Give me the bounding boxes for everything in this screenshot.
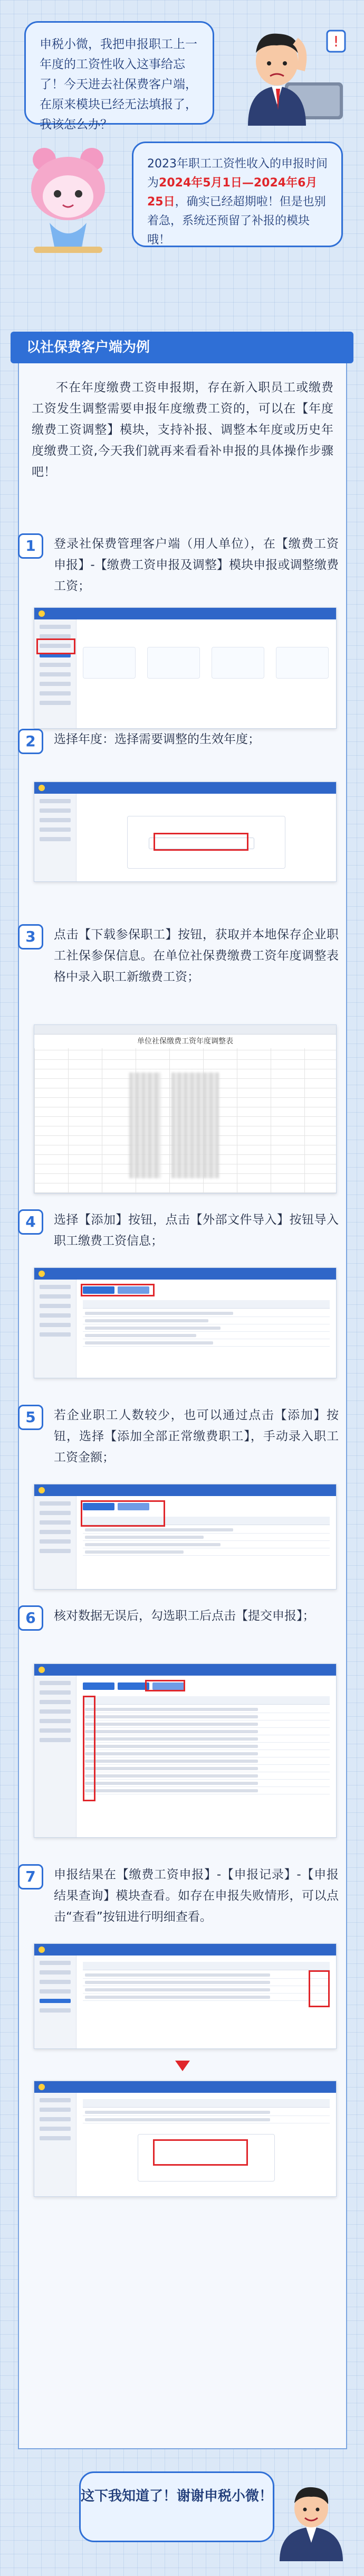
- answer-date: 2024年5月1日—2024年6月25日: [147, 176, 318, 209]
- step-7-text: 申报结果在【缴费工资申报】-【申报记录】-【申报结果查询】模块查看。如存在申报失败情形，可以点击“查看”按钮进行明细查看。: [54, 1868, 339, 1924]
- man-avatar: [227, 20, 348, 126]
- banner-title: 以社保费客户端为例: [26, 340, 150, 355]
- step-2-text: 选择年度：选择需要调整的生效年度；: [54, 732, 260, 746]
- ending-bubble: [79, 2471, 274, 2542]
- app-sidebar: [34, 619, 76, 728]
- step-3-spreadsheet: [34, 1024, 337, 1193]
- app-titlebar: [34, 2081, 336, 2093]
- step-6: [18, 1605, 347, 1848]
- app-titlebar: [34, 1484, 336, 1496]
- step-7-screenshot-detail: [34, 2081, 337, 2197]
- app-main: [83, 626, 330, 723]
- highlight-checkbox-column: [83, 1696, 95, 1801]
- question-text: 申税小微，我把申报职工上一年度的工资性收入这事给忘了！今天进去社保费客户端，在原来模块已经无法填报了，我该怎么办？: [40, 37, 197, 131]
- app-titlebar: [34, 1664, 336, 1676]
- app-sidebar: [34, 794, 76, 881]
- answer-suffix: ，确实已经超期啦！但是也别着急，系统还预留了补报的模块哦！: [147, 195, 326, 247]
- app-titlebar: [34, 782, 336, 794]
- step-1-number: 1: [18, 533, 43, 559]
- man-avatar-small: [274, 2477, 348, 2561]
- step-1: [18, 533, 347, 734]
- app-main: [83, 1286, 330, 1372]
- step-6-text: 核对数据无误后，勾选职工后点击【提交申报】；: [54, 1609, 315, 1623]
- step-2: [18, 729, 347, 903]
- highlight-submit-button: [145, 1680, 185, 1691]
- step-6-screenshot: [34, 1663, 337, 1838]
- app-main: [83, 1682, 330, 1832]
- step-3: [18, 924, 347, 1204]
- highlight-detail-dialog: [153, 2139, 248, 2166]
- highlight-add-all: [81, 1500, 165, 1527]
- step-1-screenshot: [34, 607, 337, 729]
- app-sidebar: [34, 1955, 76, 2048]
- answer-bubble: [132, 142, 343, 247]
- step-7-screenshot-records: [34, 1943, 337, 2049]
- app-titlebar: [34, 1944, 336, 1955]
- blurred-ids: [171, 1073, 219, 1178]
- step-2-number: 2: [18, 729, 43, 754]
- svg-text:!: !: [333, 33, 339, 50]
- step-4-number: 4: [18, 1209, 43, 1235]
- app-titlebar: [34, 608, 336, 619]
- intro-text: 不在年度缴费工资申报期，存在新入职员工或缴费工资发生调整需要申报年度缴费工资的，可以在【年度缴费工资调整】模块，支持补报、调整本年度或历史年度缴费工资,今天我们就再来看看补申报的具体操作步骤吧！: [32, 381, 333, 479]
- app-sidebar: [34, 1280, 76, 1378]
- app-sidebar: [34, 1496, 76, 1589]
- answer-prefix: 2023年职工工资性收入的申报时间为: [147, 157, 328, 190]
- highlight-year-select: [154, 833, 248, 851]
- app-main: [83, 1962, 330, 2043]
- app-sidebar: [34, 1676, 76, 1837]
- step-2-screenshot: [34, 782, 337, 882]
- step-4-screenshot: [34, 1267, 337, 1378]
- app-titlebar: [34, 1268, 336, 1280]
- section-banner: [11, 332, 353, 363]
- step-5-number: 5: [18, 1405, 43, 1430]
- step-4-text: 选择【添加】按钮，点击【外部文件导入】按钮导入职工缴费工资信息；: [54, 1213, 339, 1248]
- step-7-number: 7: [18, 1864, 43, 1889]
- blurred-names: [129, 1073, 161, 1178]
- step-5-screenshot: [34, 1484, 337, 1590]
- highlight-view-link: [309, 1970, 330, 2007]
- step-5: [18, 1405, 347, 1595]
- step-7: [18, 1864, 347, 2419]
- step-6-number: 6: [18, 1605, 43, 1631]
- highlight-add-button: [81, 1284, 155, 1296]
- highlight-menu: [36, 638, 75, 654]
- step-3-text: 点击【下载参保职工】按钮，获取并本地保存企业职工社保参保信息。在单位社保费缴费工资年度调整表格中录入职工新缴费工资；: [54, 928, 339, 984]
- step-1-text: 登录社保费管理客户端（用人单位），在【缴费工资申报】-【缴费工资申报及调整】模块申报或调整缴费工资；: [54, 537, 339, 593]
- mascot-avatar: [13, 138, 123, 255]
- down-arrow: [175, 2061, 190, 2071]
- sheet-title: 单位社保缴费工资年度调整表: [137, 1037, 233, 1046]
- question-bubble: [24, 21, 214, 131]
- step-4: [18, 1209, 347, 1389]
- step-5-text: 若企业职工人数较少，也可以通过点击【添加】按钮，选择【添加全部正常缴费职工】，手动录入职工工资金额；: [54, 1408, 339, 1464]
- ending-text: 这下我知道了！谢谢申税小微！: [81, 2488, 273, 2504]
- app-sidebar: [34, 2093, 76, 2196]
- step-3-number: 3: [18, 924, 43, 949]
